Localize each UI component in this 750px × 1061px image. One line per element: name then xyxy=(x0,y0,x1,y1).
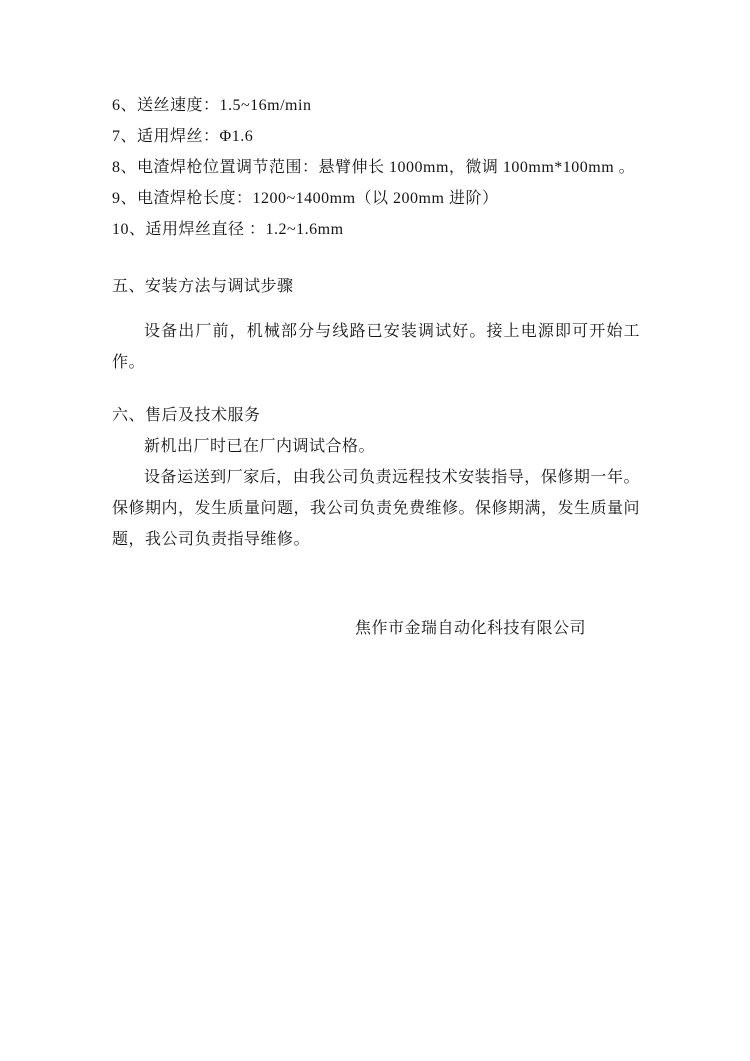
paragraph-warranty: 设备运送到厂家后，由我公司负责远程技术安装指导，保修期一年。保修期内，发生质量问题，我公司负责免费维修。保修期满，发生质量问题，我公司负责指导维修。 xyxy=(112,469,641,548)
spec-item-wire-feed-speed: 6、送丝速度：1.5~16m/min xyxy=(112,97,312,114)
spec-item-gun-position-range: 8、电渣焊枪位置调节范围：悬臂伸长 1000mm，微调 100mm*100mm 。 xyxy=(112,159,636,176)
section-heading-after-sales: 六、售后及技术服务 xyxy=(112,407,261,424)
spec-item-wire-diameter: 10、适用焊丝直径 ：1.2~1.6mm xyxy=(112,221,344,238)
spec-item-gun-length: 9、电渣焊枪长度：1200~1400mm（以 200mm 进阶） xyxy=(112,190,499,207)
section-heading-installation: 五、安装方法与调试步骤 xyxy=(112,278,294,295)
spec-item-applicable-wire: 7、适用焊丝：Φ1.6 xyxy=(112,128,254,145)
document-content xyxy=(112,90,640,644)
company-signature: 焦作市金瑞自动化科技有限公司 xyxy=(355,620,587,637)
paragraph-installation: 设备出厂前，机械部分与线路已安装调试好。接上电源即可开始工作。 xyxy=(112,323,640,371)
spec-list xyxy=(112,90,640,245)
paragraph-factory-test: 新机出厂时已在厂内调试合格。 xyxy=(144,438,376,455)
